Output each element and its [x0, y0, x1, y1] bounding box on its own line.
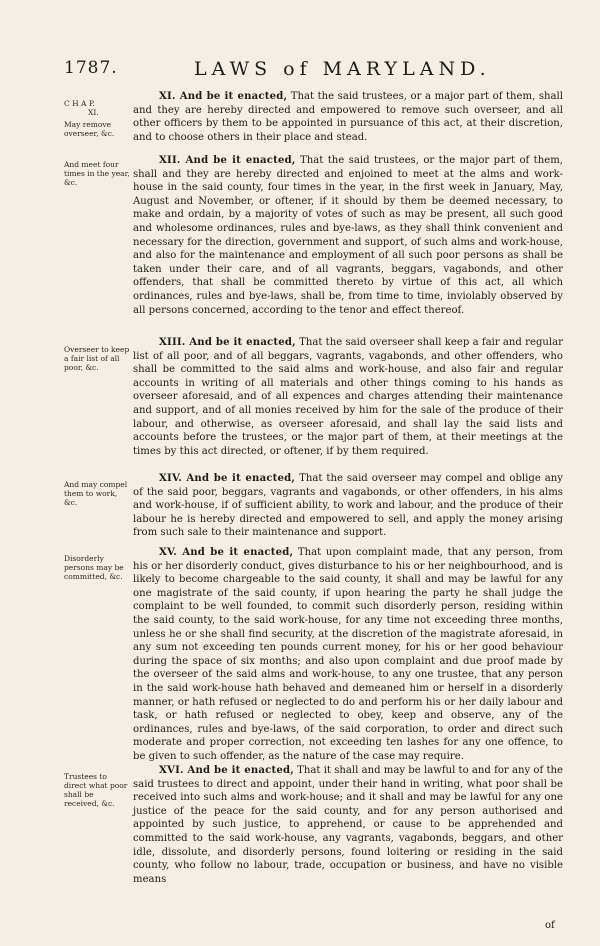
section-text: That the said trustees, or a major part of them, shall and they are hereby directed and empowered to remove such overseer, and all other officers by them to be appointed in pursuance of this act, at their discretion, and to choose others in their place and stead. — [133, 91, 563, 143]
section-text: That the said overseer shall keep a fair and regular list of all poor, and of all beggars, vagrants, vagabonds, and other offenders, who shall be committed to the said alms and work-house, and also fair and regular accounts in writing of all materials and other things coming to his hands as overseer aforesaid, and of all expences and charges attending their maintenance and support, and of all monies received by him for the sale of the produce of their labour, and otherwise, as overseer aforesaid, and shall lay the said lists and accounts before the trustees, or the major part of them, at their meetings at the times by this act directed, or oftener, if by them required. — [133, 337, 563, 457]
margin-note-xvi: Trustees to direct what poor shall be received, &c. — [64, 772, 128, 808]
enacting-clause: XII. And be it enacted, — [159, 155, 296, 166]
margin-note-xi: May remove overseer, &c. — [64, 120, 115, 138]
enacting-clause: XI. And be it enacted, — [159, 91, 288, 102]
section-xiii — [133, 336, 563, 458]
catchword: of — [545, 920, 555, 931]
margin-note-xii: And meet four times in the year, &c. — [64, 160, 130, 187]
running-title: LAWS of MARYLAND. — [194, 58, 491, 80]
enacting-clause: XVI. And be it enacted, — [159, 765, 294, 776]
chapter-number: XI. — [88, 108, 99, 117]
chapter-label: C H A P. — [64, 99, 95, 108]
page-year: 1787. — [64, 58, 118, 78]
enacting-clause: XIV. And be it enacted, — [159, 473, 296, 484]
enacting-clause: XIII. And be it enacted, — [159, 337, 296, 348]
section-xi — [133, 90, 563, 144]
margin-note-xiii: Overseer to keep a fair list of all poor, &c. — [64, 345, 130, 372]
section-xvi — [133, 764, 563, 886]
section-text: That upon complaint made, that any person, from his or her disorderly conduct, gives disturbance to his or her neighbourhood, and is likely to become chargeable to the said county, it shall and may be lawful for any one magistrate of the said county, if upon hearing the party he shall judge the complaint to be well founded, to commit such disorderly person, residing within the said county, to the said work-house, for any time not exceeding three months, unless he or she shall find security, at the discretion of the magistrate aforesaid, in any sum not exceeding ten pounds current money, for his or her good behaviour during the space of six months; and also upon complaint and due proof made by the overseer of the said alms and work-house, to any one trustee, that any person in the said work-house hath behaved and demeaned him or herself in a disorderly manner, or hath refused or neglected to do and perform his or her daily labour and task, or hath refused or neglected to obey, keep and observe, any of the ordinances, rules and bye-laws, of the said corporation, to order and direct such moderate and proper correction, not exceeding ten lashes for any one offence, to be given to such offender, as the nature of the case may require. — [133, 547, 563, 762]
page-header — [64, 58, 584, 88]
margin-note-xv: Disorderly persons may be committed, &c. — [64, 554, 124, 581]
section-text: That the said overseer may compel and oblige any of the said poor, beggars, vagrants and vagabonds, or other offenders, in his alms and work-house, if of sufficient ability, to work and labour, and the produce of their labour he is hereby directed and empowered to sell, and apply the money arising from such sale to their maintenance and support. — [133, 473, 563, 539]
section-xiv — [133, 472, 563, 540]
enacting-clause: XV. And be it enacted, — [159, 547, 294, 558]
section-text: That the said trustees, or the major part of them, shall and they are hereby directed and enjoined to meet at the alms and work-house in the said county, four times in the year, in the first week in January, May, August and November, or oftener, if it should by them be deemed necessary, to make and ordain, by a majority of votes of such as may be present, all such good and wholesome ordinances, rules and bye-laws, as they shall think convenient and necessary for the direction, government and support, of such alms and work-house, and also for the maintenance and employment of all such poor persons as shall be taken under their care, and of all vagrants, beggars, vagabonds, and other offenders, that shall be committed thereto by virtue of this act, all which ordinances, rules and bye-laws, shall be, from time to time, inviolably observed by all persons concerned, according to the tenor and effect thereof. — [133, 155, 563, 316]
margin-note-xiv: And may compel them to work, &c. — [64, 480, 128, 507]
section-text: That it shall and may be lawful to and for any of the said trustees to direct and appoint, under their hand in writing, what poor shall be received into such alms and work-house; and it shall and may be lawful for any one justice of the peace for the said county, and for any person authorised and appointed by such justice, to apprehend, or cause to be apprehended and committed to the said work-house, any vagrants, vagabonds, beggars, and other idle, dissolute, and disorderly persons, found loitering or residing in the said county, who follow no labour, trade, occupation or business, and have no visible means — [133, 765, 563, 885]
margin-chapter — [64, 99, 130, 117]
section-xv — [133, 546, 563, 764]
section-xii — [133, 154, 563, 317]
